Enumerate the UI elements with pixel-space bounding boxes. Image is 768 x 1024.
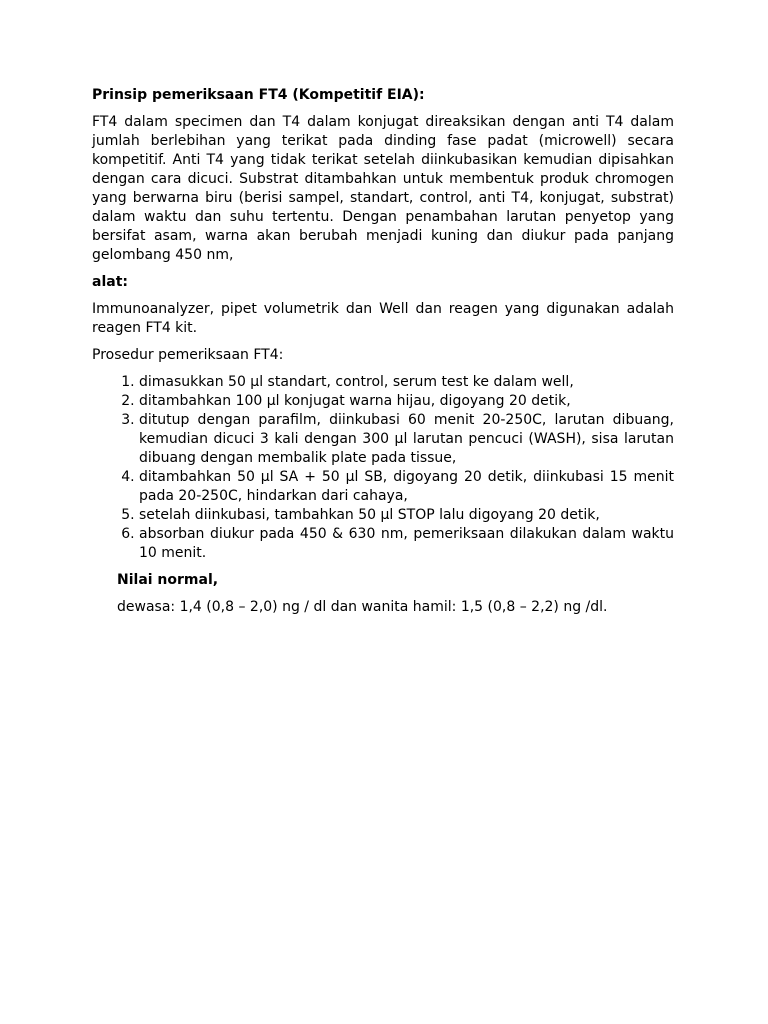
procedure-step: 6. absorban diukur pada 450 & 630 nm, pemeriksaan dilakukan dalam waktu 10 menit. [139, 525, 674, 563]
procedure-step: 3. ditutup dengan parafilm, diinkubasi 60 menit 20-250C, larutan dibuang, kemudian dicuci 3 kali dengan 300 µl larutan pencuci (WASH), sisa larutan dibuang dengan membalik plate pada tissue, [139, 411, 674, 468]
principle-paragraph: FT4 dalam specimen dan T4 dalam konjugat direaksikan dengan anti T4 dalam jumlah berlebihan yang terikat pada dinding fase padat (microwell) secara kompetitif. Anti T4 yang tidak terikat setelah diinkubasikan kemudian dipisahkan dengan cara dicuci. Substrat ditambahkan untuk membentuk produk chromogen yang berwarna biru (berisi sampel, standart, control, anti T4, konjugat, substrat) dalam waktu dan suhu tertentu. Dengan penambahan larutan penyetop yang bersifat asam, warna akan berubah menjadi kuning dan diukur pada panjang gelombang 450 nm, [92, 114, 674, 263]
procedure-list [92, 373, 674, 563]
procedure-step: 4. ditambahkan 50 µl SA + 50 µl SB, digoyang 20 detik, diinkubasi 15 menit pada 20-250C, hindarkan dari cahaya, [139, 468, 674, 506]
document-page [92, 86, 674, 625]
normal-values-heading: Nilai normal, [117, 572, 219, 588]
document-title: Prinsip pemeriksaan FT4 (Kompetitif EIA): [92, 87, 425, 103]
tools-paragraph: Immunoanalyzer, pipet volumetrik dan Well dan reagen yang digunakan adalah reagen FT4 kit. [92, 301, 674, 336]
tools-heading: alat: [92, 274, 128, 290]
procedure-step: 2. ditambahkan 100 µl konjugat warna hijau, digoyang 20 detik, [139, 392, 674, 411]
procedure-heading: Prosedur pemeriksaan FT4: [92, 347, 284, 363]
procedure-step: 5. setelah diinkubasi, tambahkan 50 µl STOP lalu digoyang 20 detik, [139, 506, 674, 525]
normal-values-section [117, 571, 674, 617]
procedure-step: 1. dimasukkan 50 µl standart, control, serum test ke dalam well, [139, 373, 674, 392]
normal-values-text: dewasa: 1,4 (0,8 – 2,0) ng / dl dan wanita hamil: 1,5 (0,8 – 2,2) ng /dl. [117, 599, 608, 615]
